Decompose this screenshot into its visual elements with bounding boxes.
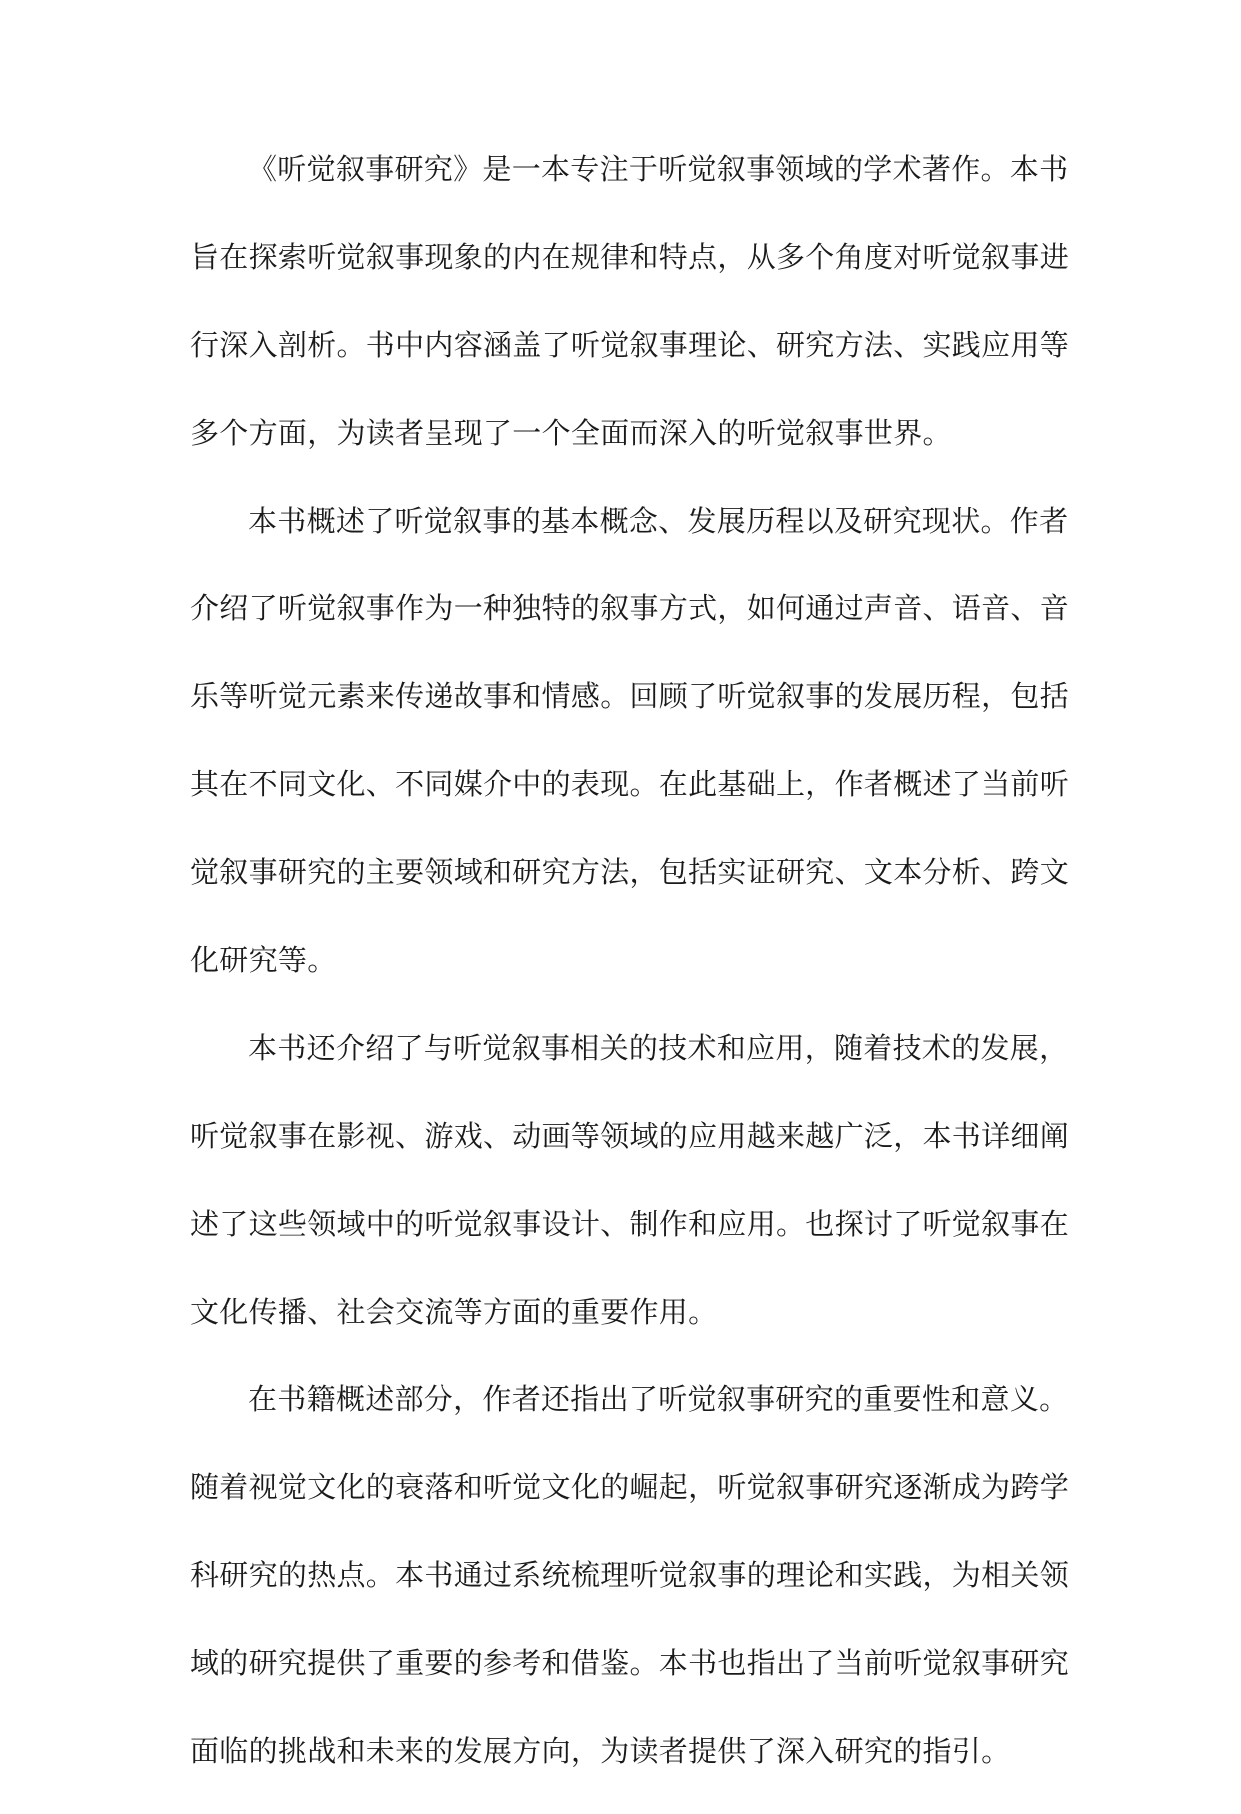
paragraph-line: 化研究等。: [190, 943, 337, 978]
paragraph-line: 域的研究提供了重要的参考和借鉴。本书也指出了当前听觉叙事研究: [190, 1646, 1070, 1681]
paragraph-line: 文化传播、社会交流等方面的重要作用。: [190, 1294, 718, 1329]
paragraph-line: 述了这些领域中的听觉叙事设计、制作和应用。也探讨了听觉叙事在: [190, 1206, 1070, 1241]
paragraph-line: 本书还介绍了与听觉叙事相关的技术和应用，随着技术的发展，: [248, 1030, 1069, 1065]
paragraph-line: 科研究的热点。本书通过系统梳理听觉叙事的理论和实践，为相关领: [190, 1558, 1070, 1593]
paragraph-line: 在书籍概述部分，作者还指出了听觉叙事研究的重要性和意义。: [248, 1382, 1069, 1417]
paragraph-line: 觉叙事研究的主要领域和研究方法，包括实证研究、文本分析、跨文: [190, 855, 1070, 890]
paragraph-line: 本书概述了听觉叙事的基本概念、发展历程以及研究现状。作者: [248, 503, 1069, 538]
paragraph-4: [190, 1374, 1070, 1813]
paragraph-line: 《听觉叙事研究》是一本专注于听觉叙事领域的学术著作。本书: [248, 152, 1069, 186]
paragraph-line: 介绍了听觉叙事作为一种独特的叙事方式，如何通过声音、语音、音: [190, 591, 1070, 626]
paragraph-line: 随着视觉文化的衰落和听觉文化的崛起，听觉叙事研究逐渐成为跨学: [190, 1470, 1070, 1505]
paragraph-line: 面临的挑战和未来的发展方向，为读者提供了深入研究的指引。: [190, 1734, 1011, 1769]
paragraph-line: 听觉叙事在影视、游戏、动画等领域的应用越来越广泛，本书详细阐: [190, 1118, 1070, 1153]
paragraph-line: 旨在探索听觉叙事现象的内在规律和特点，从多个角度对听觉叙事进: [190, 239, 1070, 274]
paragraph-2: [190, 496, 1070, 1023]
paragraph-3: [190, 1023, 1070, 1375]
paragraph-line: 乐等听觉元素来传递故事和情感。回顾了听觉叙事的发展历程，包括: [190, 679, 1070, 714]
paragraph-line: 其在不同文化、不同媒介中的表现。在此基础上，作者概述了当前听: [190, 767, 1070, 802]
paragraph-line: 行深入剖析。书中内容涵盖了听觉叙事理论、研究方法、实践应用等: [190, 327, 1070, 362]
paragraph-1: [190, 144, 1070, 496]
document-body: [190, 144, 1070, 1814]
paragraph-line: 多个方面，为读者呈现了一个全面而深入的听觉叙事世界。: [190, 415, 952, 450]
